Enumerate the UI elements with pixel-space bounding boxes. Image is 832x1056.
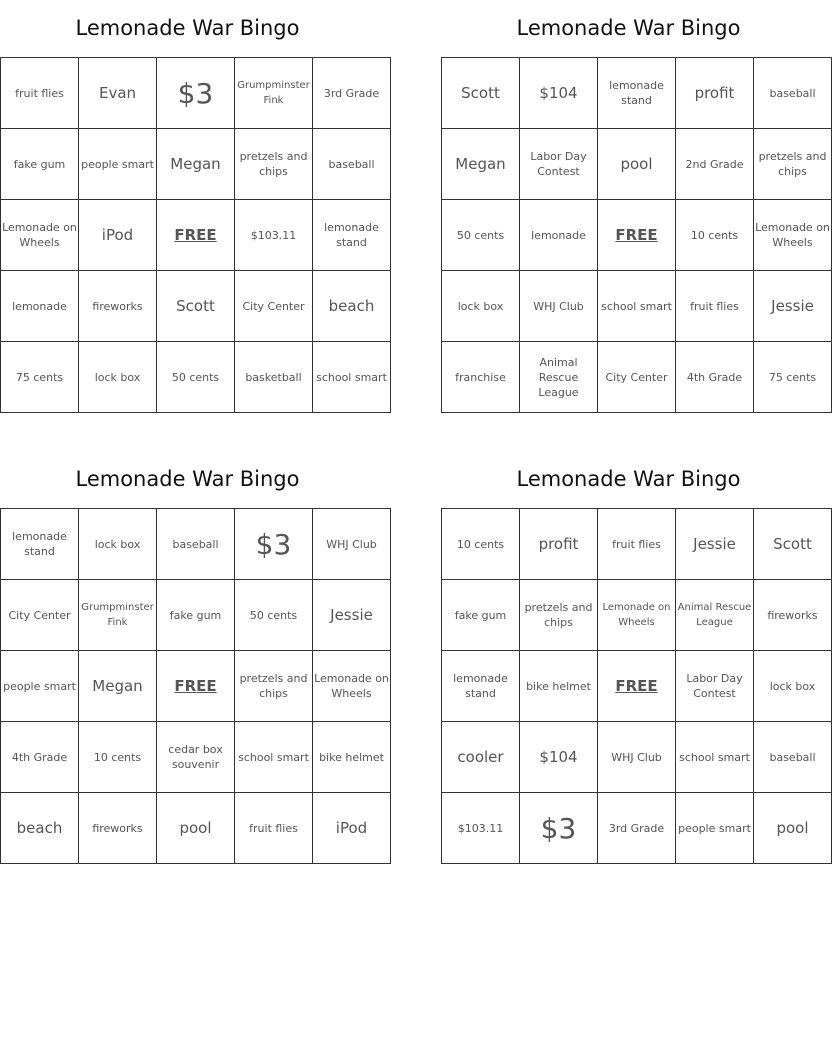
free-space: FREE [157,200,235,271]
free-space: FREE [598,651,676,722]
bingo-grid [441,57,832,413]
bingo-cell: baseball [313,129,391,200]
bingo-grid [441,508,832,864]
bingo-cell: baseball [754,58,832,129]
bingo-cell: 3rd Grade [313,58,391,129]
bingo-cell: Labor Day Contest [676,651,754,722]
bingo-cell: 10 cents [79,722,157,793]
bingo-cell: baseball [157,509,235,580]
bingo-cell: 75 cents [1,342,79,413]
bingo-cell: fruit flies [598,509,676,580]
bingo-cell: $3 [235,509,313,580]
bingo-cell: iPod [313,793,391,864]
bingo-cell: fireworks [754,580,832,651]
bingo-cell: franchise [442,342,520,413]
bingo-cell: pretzels and chips [235,651,313,722]
bingo-cell: $3 [157,58,235,129]
bingo-cell: 3rd Grade [598,793,676,864]
bingo-cell: school smart [235,722,313,793]
bingo-cell: $103.11 [442,793,520,864]
bingo-cell: WHJ Club [313,509,391,580]
card-title: Lemonade War Bingo [516,467,741,491]
bingo-cell: WHJ Club [598,722,676,793]
bingo-cell: Jessie [754,271,832,342]
bingo-cell: 75 cents [754,342,832,413]
bingo-cell: fake gum [442,580,520,651]
free-space: FREE [598,200,676,271]
bingo-cell: Jessie [676,509,754,580]
bingo-cell: 4th Grade [1,722,79,793]
bingo-cell: profit [520,509,598,580]
bingo-cell: lock box [79,509,157,580]
bingo-cell: Animal Rescue League [676,580,754,651]
bingo-cell: $3 [520,793,598,864]
bingo-cell: fruit flies [235,793,313,864]
bingo-cell: school smart [598,271,676,342]
bingo-cell: Jessie [313,580,391,651]
bingo-cell: pretzels and chips [235,129,313,200]
bingo-cell: City Center [598,342,676,413]
bingo-cell: lemonade stand [442,651,520,722]
bingo-cell: profit [676,58,754,129]
bingo-cell: lemonade stand [313,200,391,271]
bingo-cell: fake gum [157,580,235,651]
bingo-cell: school smart [313,342,391,413]
bingo-cell: Scott [442,58,520,129]
bingo-cell: fireworks [79,271,157,342]
bingo-cell: beach [313,271,391,342]
bingo-cell: Animal Rescue League [520,342,598,413]
bingo-cell: lemonade [1,271,79,342]
card-title: Lemonade War Bingo [75,467,300,491]
bingo-cell: lock box [79,342,157,413]
bingo-cell: fruit flies [1,58,79,129]
bingo-cell: baseball [754,722,832,793]
bingo-cell: pretzels and chips [754,129,832,200]
bingo-cell: Labor Day Contest [520,129,598,200]
bingo-cell: lemonade stand [598,58,676,129]
bingo-cell: WHJ Club [520,271,598,342]
bingo-cell: Grumpminster Fink [79,580,157,651]
bingo-cell: people smart [676,793,754,864]
bingo-cell: lemonade [520,200,598,271]
bingo-cell: fake gum [1,129,79,200]
bingo-cell: Megan [442,129,520,200]
bingo-cell: Lemonade on Wheels [1,200,79,271]
bingo-cell: people smart [79,129,157,200]
bingo-cell: Grumpminster Fink [235,58,313,129]
bingo-cell: cooler [442,722,520,793]
bingo-cell: $104 [520,58,598,129]
bingo-cell: $103.11 [235,200,313,271]
bingo-cell: Lemonade on Wheels [313,651,391,722]
bingo-cell: school smart [676,722,754,793]
bingo-cell: basketball [235,342,313,413]
bingo-cell: pool [157,793,235,864]
bingo-cell: lemonade stand [1,509,79,580]
bingo-cell: iPod [79,200,157,271]
bingo-cell: cedar box souvenir [157,722,235,793]
bingo-cell: lock box [442,271,520,342]
bingo-cell: 50 cents [235,580,313,651]
bingo-grid [0,57,391,413]
bingo-cell: 10 cents [676,200,754,271]
bingo-cell: Evan [79,58,157,129]
bingo-cell: pretzels and chips [520,580,598,651]
free-space: FREE [157,651,235,722]
bingo-cell: Lemonade on Wheels [598,580,676,651]
bingo-cell: Lemonade on Wheels [754,200,832,271]
bingo-cell: pool [598,129,676,200]
bingo-cell: 50 cents [442,200,520,271]
bingo-cell: Megan [157,129,235,200]
bingo-cell: Megan [79,651,157,722]
bingo-cell: bike helmet [313,722,391,793]
bingo-cell: lock box [754,651,832,722]
bingo-cell: 2nd Grade [676,129,754,200]
bingo-cell: beach [1,793,79,864]
bingo-grid [0,508,391,864]
bingo-cell: City Center [1,580,79,651]
bingo-cell: people smart [1,651,79,722]
bingo-cell: pool [754,793,832,864]
bingo-cell: 4th Grade [676,342,754,413]
bingo-cell: 10 cents [442,509,520,580]
bingo-cell: Scott [754,509,832,580]
bingo-cell: $104 [520,722,598,793]
bingo-cell: fruit flies [676,271,754,342]
bingo-cell: City Center [235,271,313,342]
bingo-cell: fireworks [79,793,157,864]
card-title: Lemonade War Bingo [516,16,741,40]
bingo-cell: Scott [157,271,235,342]
bingo-cell: 50 cents [157,342,235,413]
card-title: Lemonade War Bingo [75,16,300,40]
bingo-cell: bike helmet [520,651,598,722]
